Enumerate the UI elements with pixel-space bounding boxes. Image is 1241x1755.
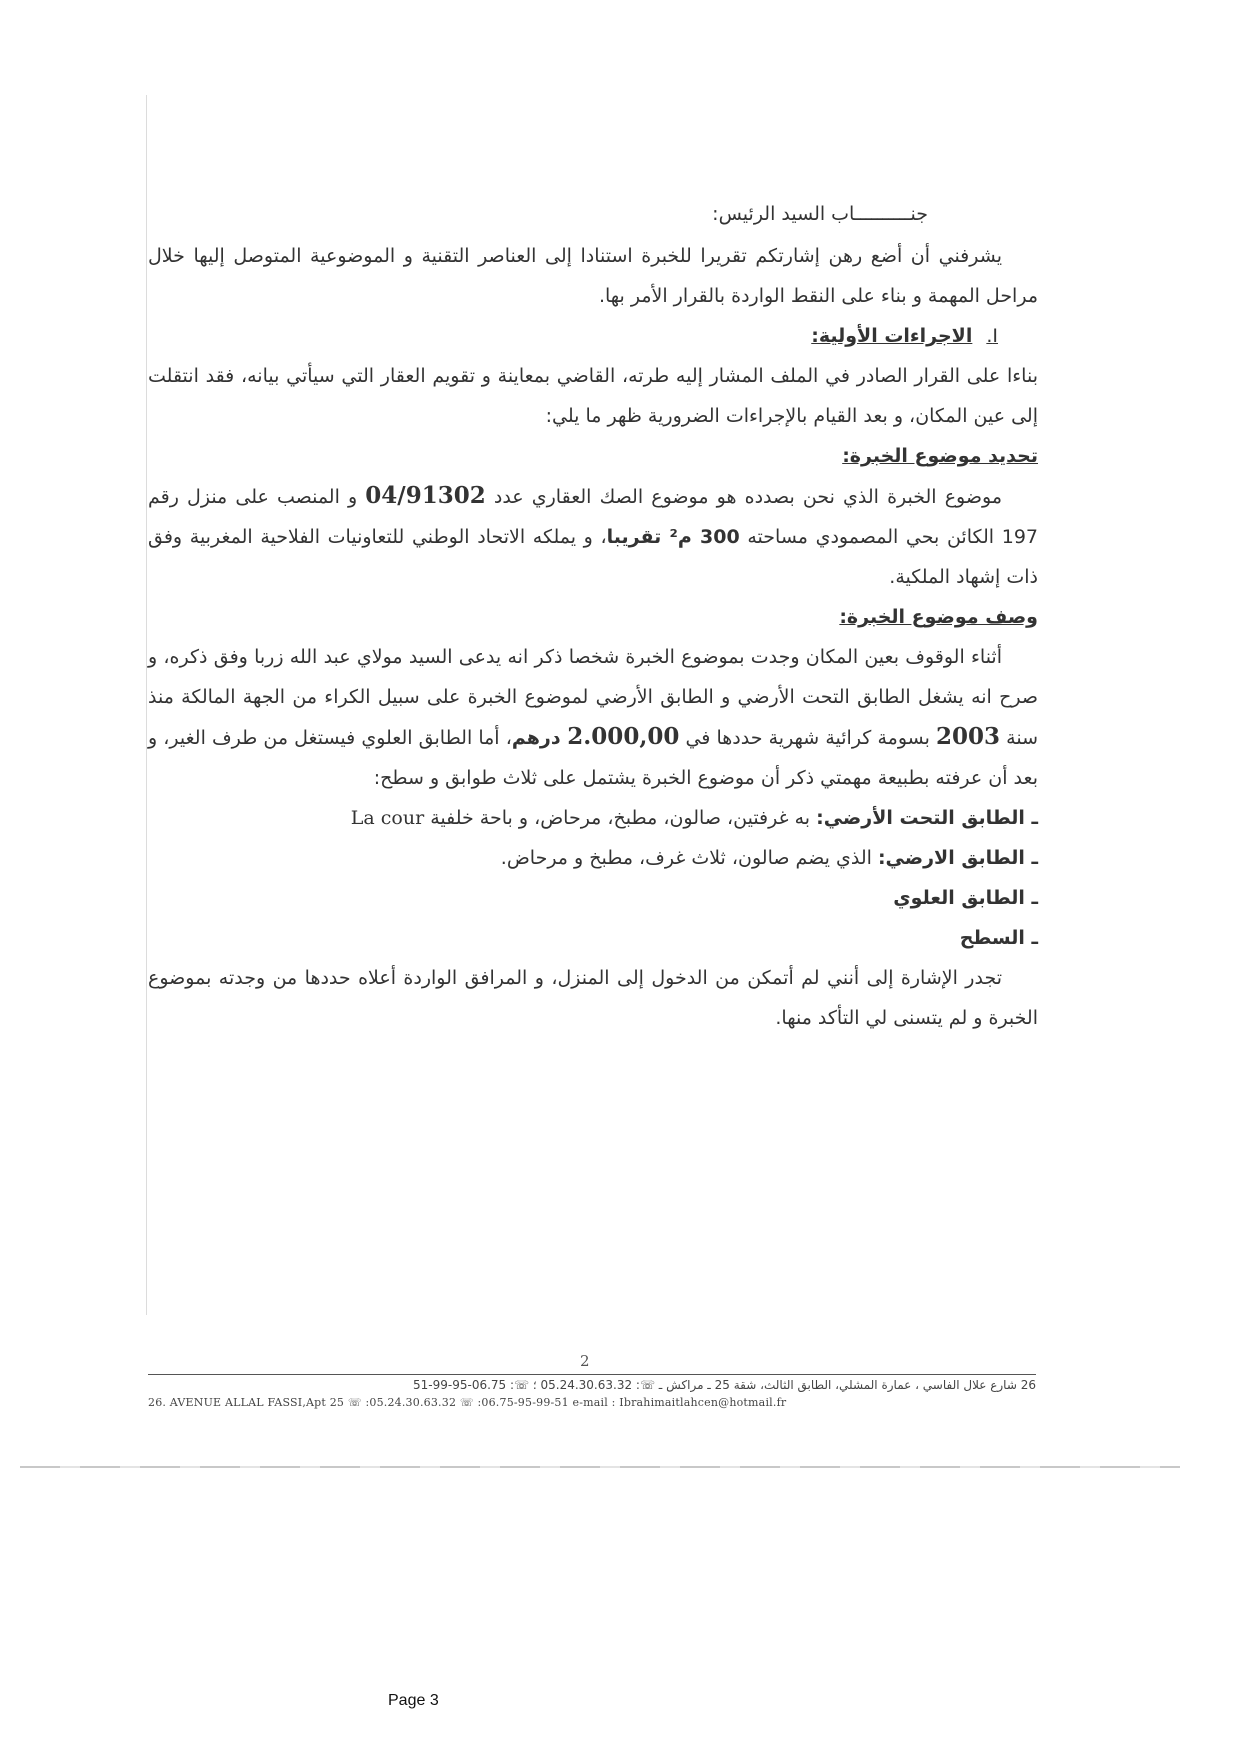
floor-item: ـ الطابق التحت الأرضي: به غرفتين، صالون، مطبخ، مرحاض، و باحة خلفية La cour: [350, 807, 1038, 829]
page-number: 2: [580, 1352, 590, 1370]
description-paragraph: أثناء الوقوف بعين المكان وجدت بموضوع الخبرة شخصا ذكر انه يدعى السيد مولاي عبد الله زربا وفق ذكره، و صرح انه يشغل الطابق التحت الأرضي و الطابق الأرضي لموضوع الخبرة على سبيل الكراء من الجهة المالكة منذ سنة 2003 بسومة كرائية شهرية حددها في 2.000,00 درهم، أما الطابق العلوي فيستغل من طرف الغير، و بعد أن عرفته بطبيعة مهمتي ذكر أن موضوع الخبرة يشتمل على ثلاث طوابق و سطح:: [148, 646, 1038, 789]
salutation: جنــــــــــاب السيد الرئيس:: [712, 203, 928, 225]
floor-item: ـ الطابق الارضي: الذي يضم صالون، ثلاث غرف، مطبخ و مرحاض.: [500, 847, 1038, 869]
section-heading-preliminary: [148, 316, 1038, 356]
footer-address-latin: 26. AVENUE ALLAL FASSI,Apt 25 ☏ :05.24.30.63.32 ☏ :06.75-95-99-51 e-mail : Ibrahimaitlahcen@hotmail.fr: [148, 1396, 787, 1409]
floor-item: ـ السطح: [959, 927, 1038, 949]
rent-unit: درهم: [511, 727, 568, 749]
area-value: 300 م² تقريبا: [606, 526, 740, 548]
footer-divider: [148, 1374, 1036, 1375]
section-number: I.: [986, 325, 998, 347]
floor-item: ـ الطابق العلوي: [893, 887, 1038, 909]
section-title: الاجراءات الأولية:: [811, 325, 973, 347]
scan-edge-line: [20, 1466, 1180, 1468]
note-paragraph: تجدر الإشارة إلى أنني لم أتمكن من الدخول إلى المنزل، و المرافق الواردة أعلاه حددها من وجدته بموضوع الخبرة و لم يتسنى لي التأكد منها.: [148, 967, 1038, 1029]
page-label: Page 3: [388, 1692, 439, 1709]
title-deed-number: 04/91302: [365, 482, 486, 509]
year-value: 2003: [936, 723, 1001, 750]
rent-value: 2.000,00: [567, 723, 680, 750]
subject-paragraph: موضوع الخبرة الذي نحن بصدده هو موضوع الصك العقاري عدد 04/91302 و المنصب على منزل رقم 197 الكائن بحي المصمودي مساحته 300 م² تقريبا، و يملكه الاتحاد الوطني للتعاونيات الفلاحية المغربية وفق ذات إشهاد الملكية.: [148, 482, 1038, 588]
subject-heading: تحديد موضوع الخبرة:: [842, 445, 1038, 467]
document-body: [148, 194, 1038, 1038]
description-heading: وصف موضوع الخبرة:: [839, 606, 1038, 628]
preliminary-paragraph: بناءا على القرار الصادر في الملف المشار إليه طرته، القاضي بمعاينة و تقويم العقار التي سيأتي بيانه، فقد انتقلت إلى عين المكان، و بعد القيام بالإجراءات الضرورية ظهر ما يلي:: [148, 365, 1038, 427]
footer-address-arabic: 26 شارع علال الفاسي ، عمارة المشلي، الطابق الثالث، شقة 25 ـ مراكش ـ ☏: 05.24.30.63.32 ؛ ☏: 06.75-95-99-51: [412, 1378, 1036, 1392]
intro-paragraph: يشرفني أن أضع رهن إشارتكم تقريرا للخبرة استنادا إلى العناصر التقنية و الموضوعية المتوصل إليها خلال مراحل المهمة و بناء على النقط الواردة بالقرار الأمر بها.: [148, 245, 1038, 307]
scan-margin-line: [146, 95, 147, 1315]
